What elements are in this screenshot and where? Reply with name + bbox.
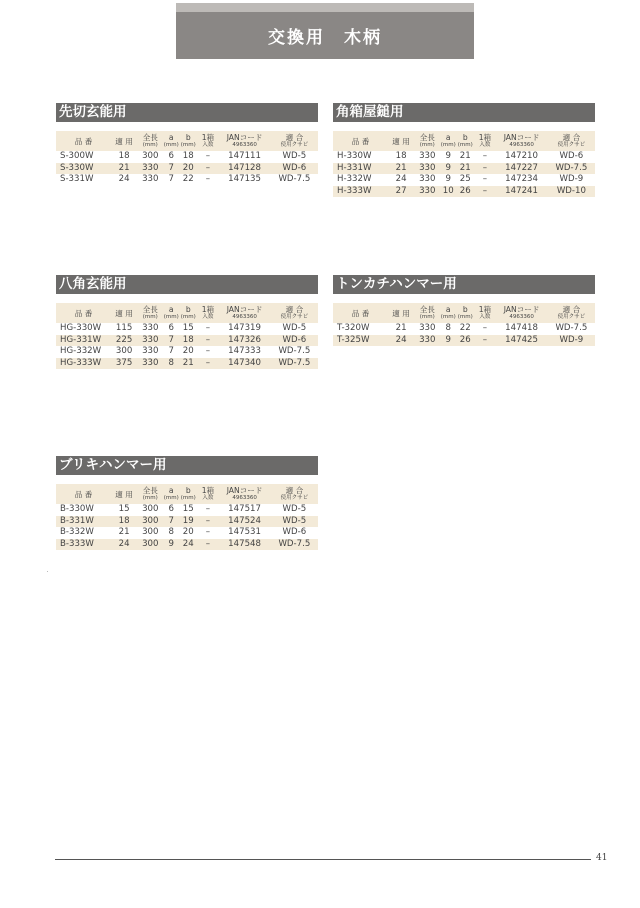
table-cell: WD-9 [559,174,584,184]
column-header-label: b [462,305,468,314]
table-cell: 330 [137,335,163,347]
table-cell: WD-9 [548,335,595,347]
column-header-sublabel: 4963360 [232,142,257,148]
column-header-sublabel: 入数 [479,142,491,148]
column-header-sublabel: (mm) [440,314,456,320]
table-cell: WD-5 [282,323,307,333]
table-cell: 147319 [228,323,261,333]
page-header [176,3,474,59]
table-header-row [333,303,595,323]
section-title: ブリキハンマー用 [56,456,318,475]
table-cell: S-300W [60,151,94,161]
column-header [137,303,163,323]
column-header-label: 品 番 [351,308,370,318]
column-header-sublabel: (mm) [180,495,196,501]
column-header [218,303,270,323]
table-cell: 21 [179,358,197,370]
table-cell: 24 [388,335,414,347]
page-number: 41 [596,853,608,863]
section-title: 八角玄能用 [56,275,318,294]
table-cell: 26 [456,335,474,347]
table-row [333,151,595,163]
table-cell: 330 [419,174,436,184]
table-cell: 147227 [495,163,547,175]
table-row [333,174,595,186]
column-header-label: JANコード [226,133,263,142]
column-header-label: a [168,305,174,314]
table-cell: HG-331W [56,335,111,347]
table-cell: – [205,323,211,333]
table-cell: B-333W [56,539,111,551]
column-header-label: 1箱 [201,133,215,142]
table-cell: 9 [440,335,456,347]
table-cell: 300 [142,527,159,537]
column-header-label: 適 用 [392,136,410,146]
table-cell: 7 [163,163,179,175]
column-header-label: 適 合 [285,305,304,314]
table-cell: – [205,174,211,184]
spec-table [56,303,318,369]
column-header-label: 適 用 [392,308,410,318]
table-cell: 8 [168,527,174,537]
table-header-row [56,484,318,504]
table-cell: T-325W [333,335,388,347]
table-row [333,163,595,175]
table-row [56,358,318,370]
column-header-sublabel: (mm) [180,142,196,148]
column-header-sublabel: (mm) [163,495,179,501]
column-header [271,131,318,151]
table-cell: 330 [419,151,436,161]
column-header-label: b [185,305,191,314]
column-header-sublabel: 使用クサビ [280,495,309,501]
section-kakubako-yazuchi [333,103,595,197]
column-header [271,303,318,323]
table-row [333,186,595,198]
column-header [440,131,456,151]
table-cell: 24 [118,174,130,184]
table-cell: – [205,151,211,161]
column-header [197,484,218,504]
column-header-label: JANコード [503,305,540,314]
table-cell: 21 [459,151,471,161]
column-header-sublabel: 使用クサビ [557,142,586,148]
column-header-sublabel: 4963360 [509,314,534,320]
section-tonkachi-hammer [333,275,595,346]
column-header [548,131,595,151]
column-header-label: b [185,133,191,142]
column-header-label: JANコード [226,305,263,314]
table-row [56,323,318,335]
table-cell: 8 [163,358,179,370]
table-cell: 115 [115,323,133,333]
column-header [440,303,456,323]
column-header-sublabel: 入数 [479,314,491,320]
table-cell: – [197,163,218,175]
table-cell: H-333W [333,186,388,198]
column-header-label: 1箱 [478,133,492,142]
table-cell: 24 [111,539,137,551]
column-header [456,131,474,151]
table-row [56,504,318,516]
column-header [218,484,270,504]
column-header [333,131,388,151]
table-cell: WD-7.5 [548,163,595,175]
column-header-label: 適 合 [285,133,304,142]
table-cell: 375 [111,358,137,370]
table-cell: H-332W [337,174,372,184]
column-header-label: 1箱 [201,486,215,495]
table-cell: 300 [115,346,133,356]
table-cell: 330 [142,346,159,356]
table-cell: WD-7.5 [555,323,588,333]
column-header [218,131,270,151]
column-header-sublabel: 使用クサビ [280,142,309,148]
section-buriki-hammer [56,456,318,550]
table-row [56,346,318,358]
column-header [179,303,197,323]
column-header [456,303,474,323]
column-header-sublabel: (mm) [180,314,196,320]
column-header-label: 品 番 [351,136,370,146]
column-header-label: 全長 [142,486,158,495]
table-cell: 18 [395,151,407,161]
table-cell: – [482,174,488,184]
column-header-label: 1箱 [201,305,215,314]
table-cell: – [205,527,211,537]
section-title: 先切玄能用 [56,103,318,122]
column-header [163,484,179,504]
column-header [163,303,179,323]
table-cell: 21 [388,163,414,175]
table-cell: WD-7.5 [278,346,311,356]
column-header-label: 全長 [419,133,435,142]
table-cell: WD-7.5 [278,174,311,184]
table-cell: T-320W [337,323,370,333]
table-cell: 300 [142,504,159,514]
column-header-sublabel: (mm) [163,142,179,148]
table-cell: 20 [179,163,197,175]
spec-table [333,303,595,346]
column-header-sublabel: (mm) [163,314,179,320]
table-cell: 21 [456,163,474,175]
column-header-label: a [168,486,174,495]
table-cell: 330 [419,323,436,333]
table-row [56,151,318,163]
table-cell: 7 [168,174,174,184]
table-row [56,163,318,175]
column-header [414,131,440,151]
table-cell: 9 [440,163,456,175]
column-header-sublabel: 4963360 [509,142,534,148]
column-header-sublabel: (mm) [419,314,435,320]
column-header [163,131,179,151]
column-header-label: 全長 [142,305,158,314]
table-cell: 27 [388,186,414,198]
table-row [56,335,318,347]
column-header-sublabel: 4963360 [232,495,257,501]
table-cell: 19 [179,516,197,528]
table-cell: 330 [414,163,440,175]
table-cell: WD-5 [282,151,307,161]
column-header-label: JANコード [226,486,263,495]
column-header-label: 1箱 [478,305,492,314]
table-cell: 147241 [495,186,547,198]
column-header-label: 適 用 [115,136,133,146]
table-cell: 22 [182,174,194,184]
table-cell: 147418 [505,323,538,333]
column-header-label: 全長 [142,133,158,142]
table-cell: 147548 [218,539,270,551]
column-header-sublabel: (mm) [440,142,456,148]
column-header [333,303,388,323]
column-header-sublabel: (mm) [457,314,473,320]
table-cell: – [197,358,218,370]
table-row [56,516,318,528]
column-header-label: b [462,133,468,142]
page-title: 交換用 木柄 [268,28,382,48]
table-cell: – [197,516,218,528]
table-cell: 330 [142,323,159,333]
table-cell: 147333 [228,346,261,356]
table-cell: 18 [179,335,197,347]
header-top-band [176,3,474,12]
column-header-sublabel: 入数 [202,142,214,148]
table-cell: – [474,186,495,198]
column-header [179,131,197,151]
column-header-label: 全長 [419,305,435,314]
table-cell: 7 [168,346,174,356]
table-cell: S-330W [56,163,111,175]
column-header-label: b [185,486,191,495]
table-cell: 21 [118,527,130,537]
table-cell: – [205,346,211,356]
table-cell: 300 [137,516,163,528]
table-cell: – [197,335,218,347]
table-row [56,527,318,539]
table-cell: 7 [163,516,179,528]
table-cell: 24 [179,539,197,551]
table-cell: B-330W [60,504,94,514]
table-cell: B-331W [56,516,111,528]
column-header [56,303,111,323]
section-sakigiri-genno [56,103,318,186]
column-header [197,303,218,323]
table-cell: H-331W [333,163,388,175]
table-cell: 300 [137,539,163,551]
column-header [388,131,414,151]
column-header-label: 品 番 [74,136,93,146]
table-cell: WD-10 [548,186,595,198]
table-cell: 147340 [218,358,270,370]
table-cell: 147531 [228,527,261,537]
column-header-label: 品 番 [74,489,93,499]
table-cell: 147111 [228,151,261,161]
column-header [197,131,218,151]
table-cell: 25 [459,174,471,184]
table-cell: WD-6 [271,335,318,347]
table-cell: WD-6 [282,527,307,537]
column-header [271,484,318,504]
table-cell: 9 [163,539,179,551]
table-cell: 21 [395,323,407,333]
table-row [56,174,318,186]
table-cell: 330 [142,174,159,184]
speck [47,571,48,572]
table-cell: 330 [137,163,163,175]
column-header-sublabel: 使用クサビ [557,314,586,320]
column-header [474,131,495,151]
column-header [474,303,495,323]
column-header-label: JANコード [503,133,540,142]
table-cell: 26 [456,186,474,198]
column-header-sublabel: (mm) [142,495,158,501]
section-hakkaku-genno [56,275,318,369]
table-header-row [56,303,318,323]
table-cell: 18 [182,151,194,161]
table-cell: 21 [111,163,137,175]
column-header-label: a [168,133,174,142]
section-title: トンカチハンマー用 [333,275,595,294]
table-cell: 147517 [228,504,261,514]
table-cell: H-330W [337,151,372,161]
table-cell: 330 [414,186,440,198]
column-header [56,131,111,151]
column-header-sublabel: 使用クサビ [280,314,309,320]
table-cell: WD-5 [271,516,318,528]
column-header-sublabel: 入数 [202,314,214,320]
column-header-label: 品 番 [74,308,93,318]
column-header-label: 適 合 [285,486,304,495]
column-header-sublabel: 入数 [202,495,214,501]
table-cell: HG-330W [60,323,102,333]
table-row [56,539,318,551]
column-header-sublabel: (mm) [419,142,435,148]
column-header-label: a [445,133,451,142]
column-header [111,303,137,323]
spec-table [56,484,318,550]
column-header-label: 適 合 [562,133,581,142]
table-cell: 147234 [505,174,538,184]
table-cell: 147425 [495,335,547,347]
table-cell: 330 [414,335,440,347]
column-header [495,131,547,151]
table-cell: 330 [137,358,163,370]
table-cell: 15 [182,323,194,333]
table-cell: 7 [163,335,179,347]
table-cell: 147135 [228,174,261,184]
table-cell: HG-333W [56,358,111,370]
column-header [388,303,414,323]
table-cell: 22 [459,323,471,333]
table-cell: 6 [168,504,174,514]
table-cell: 9 [445,151,451,161]
column-header [56,484,111,504]
table-cell: B-332W [60,527,94,537]
column-header [179,484,197,504]
table-cell: 6 [168,151,174,161]
table-cell: 8 [445,323,451,333]
table-cell: 6 [168,323,174,333]
table-cell: – [197,539,218,551]
table-cell: WD-6 [271,163,318,175]
footer-rule [55,859,591,860]
table-cell: WD-5 [282,504,307,514]
column-header-sublabel: 4963360 [232,314,257,320]
table-cell: 300 [142,151,159,161]
column-header [111,484,137,504]
table-cell: 15 [118,504,130,514]
table-cell: WD-7.5 [271,358,318,370]
table-cell: 147210 [505,151,538,161]
column-header-label: a [445,305,451,314]
table-cell: WD-6 [559,151,584,161]
spec-table [333,131,595,197]
table-cell: 225 [111,335,137,347]
table-cell: 147524 [218,516,270,528]
table-cell: 147326 [218,335,270,347]
column-header-label: 適 用 [115,308,133,318]
column-header-sublabel: (mm) [142,314,158,320]
table-cell: – [474,163,495,175]
table-row [333,323,595,335]
column-header [111,131,137,151]
column-header [495,303,547,323]
table-cell: WD-7.5 [271,539,318,551]
column-header-label: 適 合 [562,305,581,314]
table-header-row [333,131,595,151]
table-cell: – [474,335,495,347]
column-header [137,484,163,504]
table-cell: 20 [182,346,194,356]
column-header-label: 適 用 [115,489,133,499]
table-header-row [56,131,318,151]
table-cell: 15 [182,504,194,514]
table-cell: 10 [440,186,456,198]
table-row [333,335,595,347]
section-title: 角箱屋鎚用 [333,103,595,122]
column-header-sublabel: (mm) [457,142,473,148]
column-header [137,131,163,151]
table-cell: HG-332W [60,346,102,356]
table-cell: – [482,151,488,161]
table-cell: 147128 [218,163,270,175]
table-cell: 20 [182,527,194,537]
table-cell: – [205,504,211,514]
table-cell: 18 [118,151,130,161]
table-cell: S-331W [60,174,94,184]
spec-table [56,131,318,186]
column-header [548,303,595,323]
table-cell: 18 [111,516,137,528]
table-cell: 24 [395,174,407,184]
column-header [414,303,440,323]
table-cell: 9 [445,174,451,184]
column-header-sublabel: (mm) [142,142,158,148]
table-cell: – [482,323,488,333]
